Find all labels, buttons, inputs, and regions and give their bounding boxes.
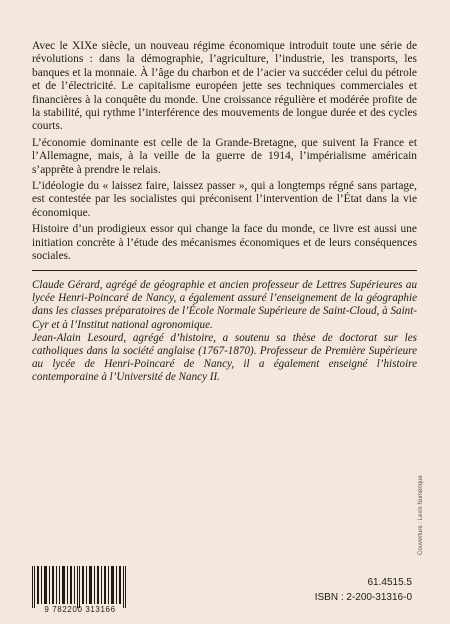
cover-credit: Couverture : Lexis Numérique [418, 475, 424, 555]
description-paragraph: Avec le XIXe siècle, un nouveau régime économique introduit toute une série de révolutions : dans la démographie, l’agriculture, l’industrie, les transports, les banques et la monnaie. À l’âge du charbon et de l’acier va succéder celui du pétrole et de l’électricité. Le capitalisme européen jette ses techniques commerciales et financières à la conquête du monde. Une croissance régulière et modérée profite de la stabilité, qui rythme l’interférence des mouvements de longue durée et des cycles courts. [32, 40, 417, 133]
description-paragraph: L’idéologie du « laissez faire, laissez passer », qui a longtemps régné sans partage, est contestée par les socialistes qui préconisent l’intervention de l’État dans la vie économique. [32, 180, 417, 219]
barcode-number: 9 782200 313166 [44, 605, 116, 614]
catalog-code: 61.4515.5 [367, 577, 412, 588]
author-bios [32, 279, 417, 385]
description-text [32, 40, 417, 267]
author-bio: Jean-Alain Lesourd, agrégé d’histoire, a soutenu sa thèse de doctorat sur les catholiques dans la société anglaise (1767-1870). Professeur de Première Supérieure au lycée de Henri-Poincaré de Nancy, il a également enseigné l’histoire contemporaine à l’Université de Nancy II. [32, 331, 417, 384]
description-paragraph: L’économie dominante est celle de la Grande-Bretagne, que suivent la France et l’Allemagne, mais, à la veille de la guerre de 1914, l’impérialisme américain s’apprête à prendre le relais. [32, 136, 417, 176]
author-bio: Claude Gérard, agrégé de géographie et ancien professeur de Lettres Supérieures au lycée Henri-Poincaré de Nancy, a également assuré l’enseignement de la géographie dans les classes préparatoires de l’École Normale Supérieure de Saint-Cloud, à Saint-Cyr et à l’Institut national agronomique. [32, 279, 417, 331]
description-paragraph: Histoire d’un prodigieux essor qui change la face du monde, ce livre est aussi une initiation concrète à l’étude des mécanismes économiques et de leurs conséquences sociales. [32, 223, 417, 263]
isbn-label: ISBN : 2-200-31316-0 [314, 592, 412, 603]
barcode-image [32, 566, 127, 608]
divider [32, 270, 417, 271]
